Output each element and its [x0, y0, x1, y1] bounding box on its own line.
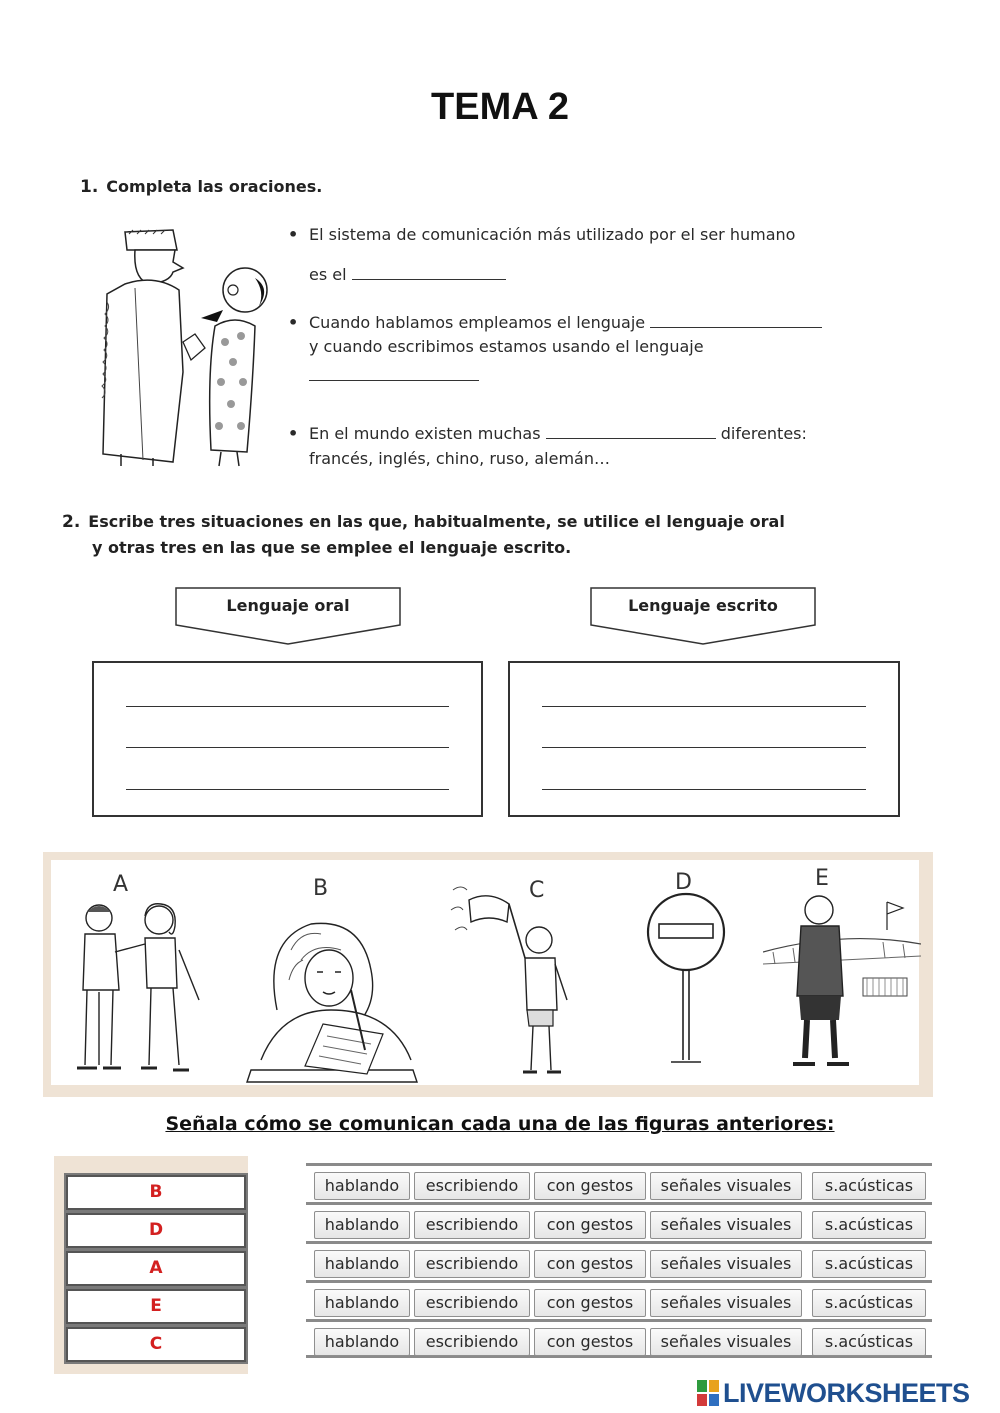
- answer-blank-2[interactable]: [650, 314, 822, 328]
- figure-e-letter: E: [815, 866, 829, 891]
- option-escribiendo[interactable]: escribiendo: [414, 1250, 530, 1278]
- letter-cell-b: B: [66, 1175, 246, 1210]
- exercise-1-title: Completa las oraciones.: [106, 177, 323, 196]
- exercise-2-line-2: y otras tres en las que se emplee el lenguaje escrito.: [92, 538, 572, 557]
- option-escribiendo[interactable]: escribiendo: [414, 1328, 530, 1356]
- written-language-text: Lenguaje escrito: [628, 596, 778, 615]
- page-title: TEMA 2: [431, 86, 569, 128]
- written-answer-line-1[interactable]: [542, 706, 866, 707]
- bullet-1-line-2: es el: [309, 265, 347, 284]
- exercise-2-line-1: Escribe tres situaciones en las que, habitualmente, se utilice el lenguaje oral: [88, 512, 785, 531]
- oral-answer-line-2[interactable]: [126, 747, 449, 748]
- option-escribiendo[interactable]: escribiendo: [414, 1289, 530, 1317]
- letter-cell-a: A: [66, 1251, 246, 1286]
- figure-e: [763, 860, 921, 1085]
- figure-b-letter: B: [313, 876, 329, 901]
- option-row-4: [306, 1280, 932, 1319]
- referee-whistle-illustration: [763, 860, 921, 1085]
- two-men-talking-illustration: [95, 222, 275, 467]
- instruction-text: Señala cómo se comunican cada una de las figuras anteriores:: [165, 1113, 835, 1135]
- option-hablando[interactable]: hablando: [314, 1172, 410, 1200]
- instruction: [0, 1113, 1000, 1135]
- option-s-acusticas[interactable]: s.acústicas: [812, 1211, 926, 1239]
- bullet-3-line-1b: diferentes:: [720, 424, 807, 443]
- option-senales-visuales[interactable]: señales visuales: [650, 1172, 802, 1200]
- bullet-1-line-1: El sistema de comunicación más utilizado por el ser humano: [309, 225, 796, 244]
- liveworksheets-logo-icon: [697, 1380, 719, 1406]
- option-hablando[interactable]: hablando: [314, 1211, 410, 1239]
- option-senales-visuales[interactable]: señales visuales: [650, 1289, 802, 1317]
- option-hablando[interactable]: hablando: [314, 1328, 410, 1356]
- option-s-acusticas[interactable]: s.acústicas: [812, 1172, 926, 1200]
- exercise-1-heading: [80, 177, 322, 197]
- option-senales-visuales[interactable]: señales visuales: [650, 1250, 802, 1278]
- figures-panel: [43, 852, 933, 1097]
- option-s-acusticas[interactable]: s.acústicas: [812, 1328, 926, 1356]
- boy-waving-flag-illustration: [449, 860, 579, 1085]
- two-children-talking-illustration: [63, 860, 213, 1085]
- brand-text: LIVEWORKSHEETS: [723, 1378, 970, 1408]
- exercise-2-number: 2.: [62, 512, 81, 532]
- option-con-gestos[interactable]: con gestos: [534, 1172, 646, 1200]
- bullet-3-line-2: francés, inglés, chino, ruso, alemán…: [309, 449, 610, 468]
- bullet-2-line-2: y cuando escribimos estamos usando el lenguaje: [309, 337, 704, 356]
- oral-language-text: Lenguaje oral: [226, 596, 350, 615]
- option-row-3: [306, 1241, 932, 1280]
- option-escribiendo[interactable]: escribiendo: [414, 1172, 530, 1200]
- figure-d: [631, 860, 741, 1085]
- option-hablando[interactable]: hablando: [314, 1250, 410, 1278]
- written-answer-line-3[interactable]: [542, 789, 866, 790]
- figure-a: [63, 860, 213, 1085]
- options-panel: [306, 1163, 932, 1375]
- answer-blank-4[interactable]: [546, 425, 716, 439]
- option-senales-visuales[interactable]: señales visuales: [650, 1211, 802, 1239]
- option-row-5: [306, 1319, 932, 1358]
- answer-blank-1[interactable]: [352, 266, 506, 280]
- letter-cell-e: E: [66, 1289, 246, 1324]
- written-answer-line-2[interactable]: [542, 747, 866, 748]
- figure-a-letter: A: [113, 872, 129, 897]
- letter-cell-d: D: [66, 1213, 246, 1248]
- oral-language-label: [175, 587, 401, 647]
- option-row-2: [306, 1202, 932, 1241]
- exercise-1-number: 1.: [80, 177, 99, 197]
- bullet-dot: •: [288, 225, 299, 244]
- option-con-gestos[interactable]: con gestos: [534, 1211, 646, 1239]
- letters-table: [64, 1173, 248, 1364]
- option-con-gestos[interactable]: con gestos: [534, 1250, 646, 1278]
- option-escribiendo[interactable]: escribiendo: [414, 1211, 530, 1239]
- option-s-acusticas[interactable]: s.acústicas: [812, 1250, 926, 1278]
- letter-cell-c: C: [66, 1327, 246, 1362]
- option-senales-visuales[interactable]: señales visuales: [650, 1328, 802, 1356]
- answer-blank-3[interactable]: [309, 380, 479, 381]
- figure-c-letter: C: [529, 878, 545, 903]
- option-s-acusticas[interactable]: s.acústicas: [812, 1289, 926, 1317]
- figure-b: [241, 860, 421, 1085]
- option-con-gestos[interactable]: con gestos: [534, 1289, 646, 1317]
- oral-language-box: [92, 661, 483, 817]
- option-con-gestos[interactable]: con gestos: [534, 1328, 646, 1356]
- figure-c: [449, 860, 579, 1085]
- figure-d-letter: D: [675, 870, 692, 895]
- letters-panel: [54, 1156, 248, 1374]
- bullet-3-line-1a: En el mundo existen muchas: [309, 424, 541, 443]
- option-hablando[interactable]: hablando: [314, 1289, 410, 1317]
- exercise-2-heading: [62, 509, 785, 561]
- girl-writing-illustration: [241, 860, 421, 1085]
- written-language-box: [508, 661, 900, 817]
- bullet-2-line-1: Cuando hablamos empleamos el lenguaje: [309, 313, 646, 332]
- bullet-dot: •: [288, 424, 299, 443]
- option-row-1: [306, 1163, 932, 1202]
- liveworksheets-brand: [697, 1377, 995, 1409]
- written-language-label: [590, 587, 816, 647]
- oral-answer-line-1[interactable]: [126, 706, 449, 707]
- oral-answer-line-3[interactable]: [126, 789, 449, 790]
- bullet-dot: •: [288, 313, 299, 332]
